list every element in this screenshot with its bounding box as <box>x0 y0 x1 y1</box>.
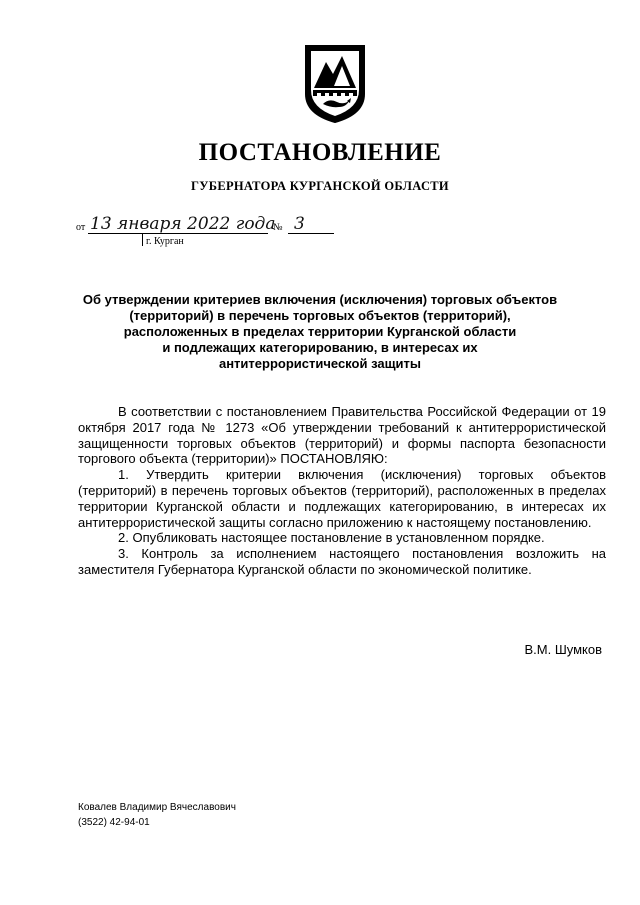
body-paragraph-item-3: 3. Контроль за исполнением настоящего постановления возложить на заместителя Губернатора Курганской области по экономической политике. <box>78 546 606 577</box>
document-body <box>78 404 606 578</box>
body-paragraph-item-1: 1. Утвердить критерии включения (исключения) торговых объектов (территорий) в перечень торговых объектов (территорий), расположенных в пределах территории Курганской области и подлежащих категорированию, в интересах их антитеррористической защиты согласно приложению к настоящему постановлению. <box>78 467 606 530</box>
subject-line: Об утверждении критериев включения (исключения) торговых объектов <box>82 292 558 307</box>
place-mark <box>142 234 143 246</box>
signatory-name: В.М. Шумков <box>524 642 602 657</box>
executor-phone: (3522) 42-94-01 <box>78 817 150 828</box>
coat-of-arms-icon <box>304 44 366 124</box>
document-title: ПОСТАНОВЛЕНИЕ <box>198 139 442 166</box>
handwritten-date: 13 января 2022 года <box>90 214 276 234</box>
subject-line: расположенных в пределах территории Курганской области <box>123 324 517 339</box>
number-prefix: № <box>273 222 283 233</box>
subject-line: (территорий) в перечень торговых объектов (территорий), <box>129 308 511 323</box>
subject-line: антитеррористической защиты <box>218 356 422 371</box>
subject-line: и подлежащих категорированию, в интересах их <box>162 340 478 355</box>
body-paragraph-item-2: 2. Опубликовать настоящее постановление в установленном порядке. <box>118 530 545 546</box>
place-of-issue: г. Курган <box>146 236 184 247</box>
executor-block <box>78 800 236 830</box>
body-paragraph-preamble: В соответствии с постановлением Правительства Российской Федерации от 19 октября 2017 года № 1273 «Об утверждении требований к антитеррористической защищенности торговых объектов (территорий) и формы паспорта безопасности торгового объекта (территории)» ПОСТАНОВЛЯЮ: <box>78 404 606 467</box>
date-number-line <box>76 212 356 262</box>
document-subject <box>70 292 570 372</box>
document-issuer: ГУБЕРНАТОРА КУРГАНСКОЙ ОБЛАСТИ <box>191 179 449 193</box>
executor-name: Ковалев Владимир Вячеславович <box>78 802 236 813</box>
handwritten-number: 3 <box>294 214 305 234</box>
date-prefix: от <box>76 222 86 233</box>
